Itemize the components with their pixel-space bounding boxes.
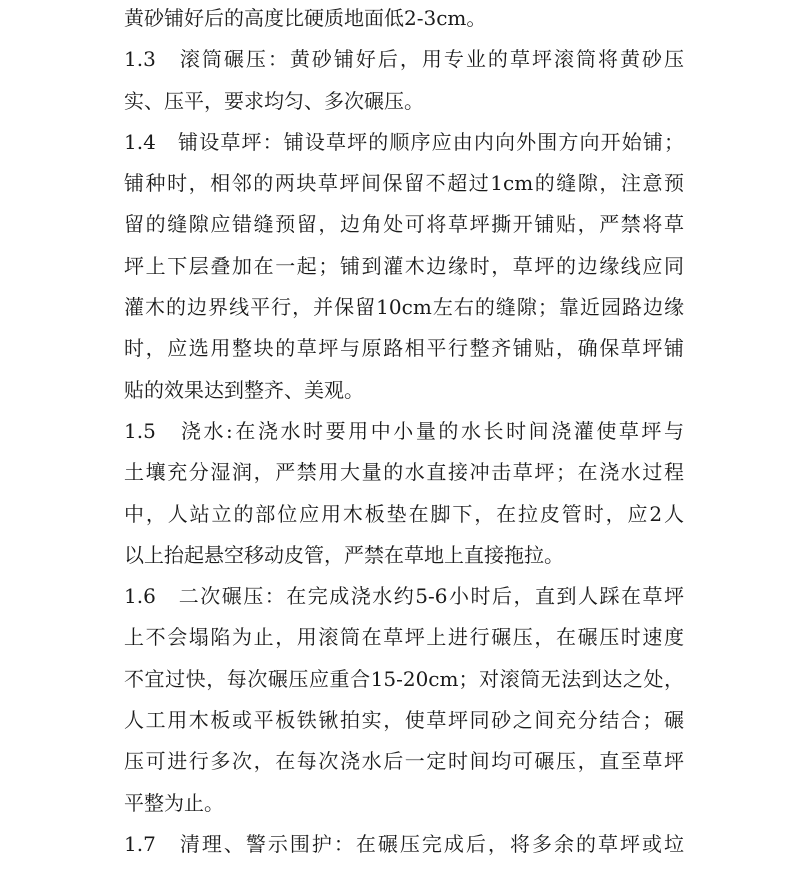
text-line: 土壤充分湿润，严禁用大量的水直接冲击草坪；在浇水过程 (124, 460, 684, 485)
text-line: 1.7 清理、警示围护：在碾压完成后，将多余的草坪或垃 (124, 831, 684, 856)
text-line: 不宜过快，每次碾压应重合15-20cm；对滚筒无法到达之处， (124, 666, 684, 691)
text-line: 压可进行多次，在每次浇水后一定时间均可碾压，直至草坪 (124, 749, 684, 774)
text-line: 平整为止。 (124, 790, 224, 815)
text-line: 1.4 铺设草坪：铺设草坪的顺序应由内向外围方向开始铺； (124, 129, 684, 154)
text-line: 1.3 滚筒碾压：黄砂铺好后，用专业的草坪滚筒将黄砂压 (124, 47, 684, 72)
text-line: 以上抬起悬空移动皮管，严禁在草地上直接拖拉。 (124, 542, 564, 567)
text-line: 坪上下层叠加在一起；铺到灌木边缘时，草坪的边缘线应同 (124, 253, 684, 278)
text-line: 上不会塌陷为止，用滚筒在草坪上进行碾压，在碾压时速度 (124, 625, 684, 650)
text-line: 1.6 二次碾压：在完成浇水约5-6小时后，直到人踩在草坪 (124, 584, 684, 609)
text-line: 1.5 浇水:在浇水时要用中小量的水长时间浇灌使草坪与 (124, 418, 684, 443)
text-line: 铺种时，相邻的两块草坪间保留不超过1cm的缝隙，注意预 (124, 171, 684, 196)
text-line: 实、压平，要求均匀、多次碾压。 (124, 88, 424, 113)
text-line: 灌木的边界线平行，并保留10cm左右的缝隙；靠近园路边缘 (124, 295, 684, 320)
text-line: 留的缝隙应错缝预留，边角处可将草坪撕开铺贴，严禁将草 (124, 212, 684, 237)
text-line: 贴的效果达到整齐、美观。 (124, 377, 364, 402)
text-line: 黄砂铺好后的高度比硬质地面低2-3cm。 (124, 6, 487, 30)
text-line: 中，人站立的部位应用木板垫在脚下，在拉皮管时，应2人 (124, 501, 684, 526)
text-line: 时，应选用整块的草坪与原路相平行整齐铺贴，确保草坪铺 (124, 336, 684, 361)
text-line: 人工用木板或平板铁锹拍实，使草坪同砂之间充分结合；碾 (124, 708, 684, 733)
document-body (124, 0, 684, 865)
